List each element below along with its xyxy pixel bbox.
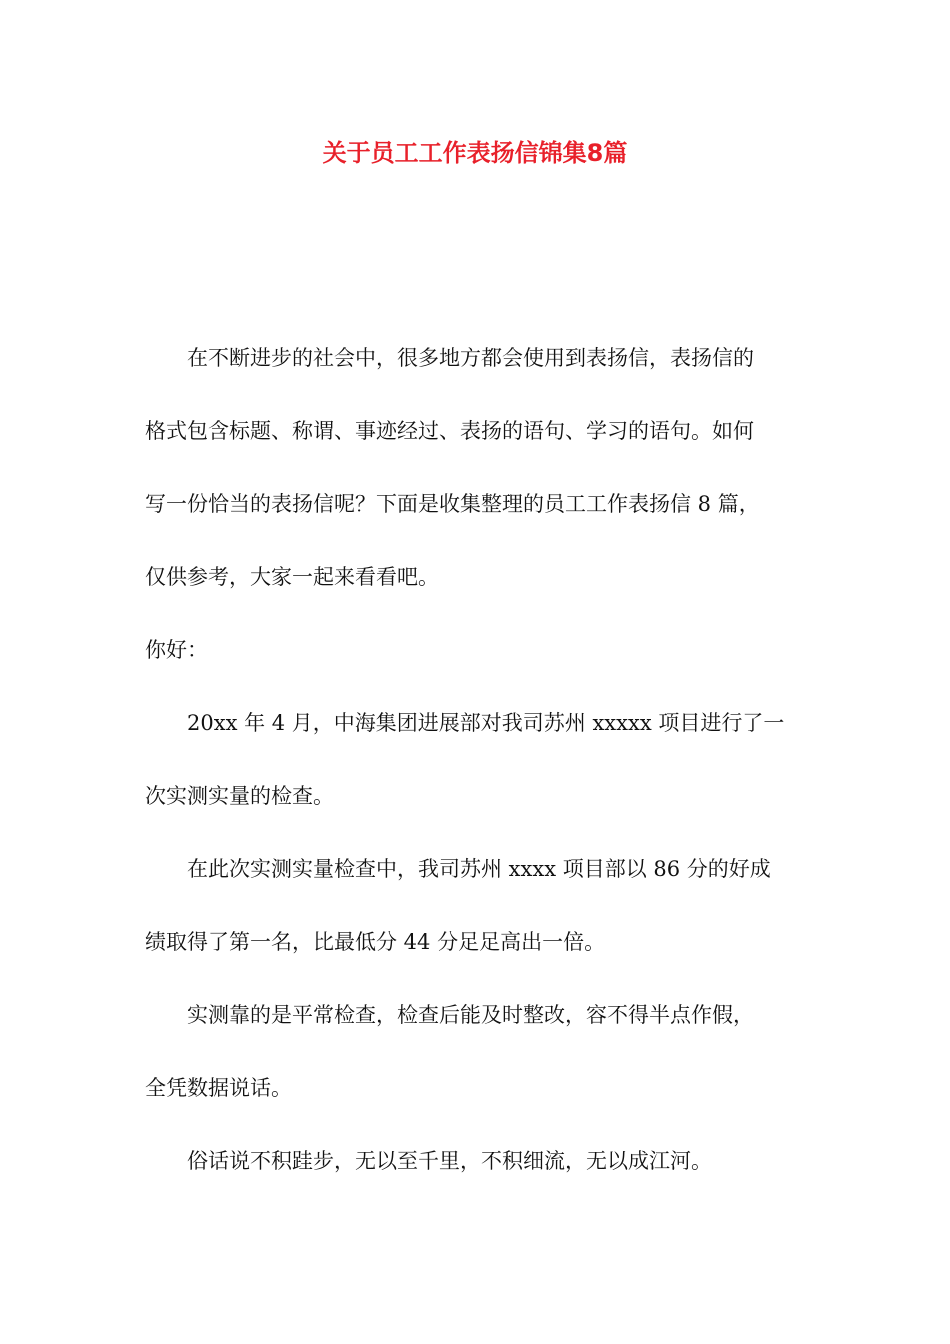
text-line: 俗话说不积跬步，无以至千里，不积细流，无以成江河。 — [187, 1149, 712, 1173]
text-line: 次实测实量的检查。 — [145, 784, 334, 808]
body-paragraph — [145, 1125, 809, 1198]
intro-paragraph — [145, 322, 809, 614]
text-line: 20xx 年 4 月，中海集团进展部对我司苏州 xxxxx 项目进行了一 — [187, 711, 785, 735]
document-body — [145, 322, 809, 1198]
text-line: 仅供参考，大家一起来看看吧。 — [145, 565, 439, 589]
body-paragraph — [145, 979, 809, 1125]
text-line: 全凭数据说话。 — [145, 1076, 292, 1100]
text-line: 实测靠的是平常检查，检查后能及时整改，容不得半点作假， — [187, 1003, 754, 1027]
greeting: 你好： — [145, 638, 208, 662]
text-line: 在不断进步的社会中，很多地方都会使用到表扬信，表扬信的 — [187, 346, 754, 370]
body-paragraph — [145, 833, 809, 979]
text-line: 绩取得了第一名，比最低分 44 分足足高出一倍。 — [145, 930, 606, 954]
text-line: 格式包含标题、称谓、事迹经过、表扬的语句、学习的语句。如何 — [145, 419, 754, 443]
document-title: 关于员工工作表扬信锦集8篇 — [322, 139, 628, 167]
body-paragraph — [145, 687, 809, 833]
text-line: 在此次实测实量检查中，我司苏州 xxxx 项目部以 86 分的好成 — [187, 857, 771, 881]
text-line: 写一份恰当的表扬信呢？下面是收集整理的员工工作表扬信 8 篇， — [145, 492, 760, 516]
